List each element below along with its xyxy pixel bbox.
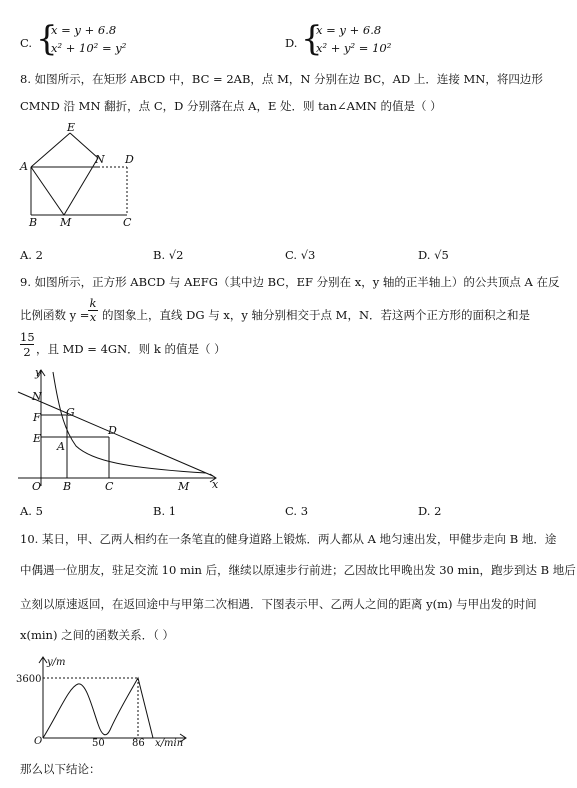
q10-label-86: 86 <box>132 738 145 748</box>
q10-line4: x(min) 之间的函数关系．（ ） <box>20 628 175 642</box>
q10-label-ylabel: y/m <box>47 657 66 668</box>
q10-label-origin: O <box>34 736 43 747</box>
q10-label-xlabel: x/min <box>155 738 184 748</box>
q8-option-b: B. √2 <box>153 248 184 262</box>
q10-label-3600: 3600 <box>16 674 42 685</box>
q9-line1: 9. 如图所示，正方形 ABCD 与 AEFG（其中边 BC，EF 分别在 x，y 轴的正半轴上）的公共顶点 A 在反 <box>20 275 560 289</box>
q7-option-c-label: C. <box>20 36 33 50</box>
q10-graph <box>14 652 204 748</box>
q9-label-m: M <box>178 480 190 493</box>
q8-option-a: A. 2 <box>20 248 43 262</box>
q9-option-b: B. 1 <box>153 504 177 518</box>
q9-label-n: N <box>32 390 42 403</box>
q10-after: 那么以下结论： <box>20 762 101 776</box>
q8-option-c: C. √3 <box>285 248 316 262</box>
q7-option-d-brace: { <box>301 19 323 59</box>
q9-label-g: G <box>66 406 75 419</box>
q8-label-n: N <box>95 153 105 166</box>
q7-option-c-brace: { <box>36 19 58 59</box>
q9-label-c: C <box>105 480 114 493</box>
q8-line1: 8. 如图所示，在矩形 ABCD 中，BC = 2AB，点 M，N 分别在边 BC，AD 上．连接 MN，将四边形 <box>20 72 543 86</box>
q8-label-a: A <box>20 160 28 173</box>
q9-option-a: A. 5 <box>20 504 43 518</box>
q7-option-d-eq2: x² + y² = 10² <box>316 41 392 55</box>
q8-label-m: M <box>60 216 72 229</box>
q9-label-d: D <box>108 424 117 437</box>
q9-label-b: B <box>63 480 72 493</box>
q9-label-a: A <box>57 440 65 453</box>
q8-label-e: E <box>67 121 76 134</box>
q7-option-c-eq1: x = y + 6.8 <box>51 23 117 37</box>
q9-label-e: E <box>33 432 42 445</box>
q8-option-d: D. √5 <box>418 248 449 262</box>
q9-figure <box>16 366 224 496</box>
q7-option-d-label: D. <box>285 36 298 50</box>
q9-frac-den: x <box>89 310 97 324</box>
q9-option-c: C. 3 <box>285 504 309 518</box>
q9-fraction-k-over-x <box>88 297 98 324</box>
q10-label-50: 50 <box>92 738 105 748</box>
q9-frac2-num: 15 <box>20 330 35 344</box>
q9-line2-end: 的图象上，直线 DG 与 x，y 轴分别相交于点 M，N．若这两个正方形的面积之和是 <box>102 308 531 322</box>
q9-label-o: O <box>32 480 42 493</box>
q8-label-d: D <box>125 153 134 166</box>
q9-line2-start: 比例函数 y = <box>20 308 90 322</box>
q7-option-d-eq1: x = y + 6.8 <box>316 23 382 37</box>
q8-line2: CMND 沿 MN 翻折，点 C，D 分别落在点 A，E 处．则 tan∠AMN 的值是（ ） <box>20 99 442 113</box>
q10-line3: 立刻以原速返回，在返回途中与甲第二次相遇．下图表示甲、乙两人之间的距离 y(m) 与甲出发的时间 <box>20 597 537 611</box>
q9-frac2-den: 2 <box>23 345 31 359</box>
q10-line1: 10. 某日，甲、乙两人相约在一条笔直的健身道路上锻炼．两人都从 A 地匀速出发，甲健步走向 B 地．途 <box>20 532 557 546</box>
q9-option-d: D. 2 <box>418 504 442 518</box>
q7-option-c-eq2: x² + 10² = y² <box>51 41 127 55</box>
q8-label-c: C <box>123 216 132 229</box>
q8-label-b: B <box>29 216 38 229</box>
q9-line3-text: ，且 MD = 4GN．则 k 的值是（ ） <box>36 342 226 356</box>
q9-label-x: x <box>212 478 219 491</box>
q8-figure <box>14 120 144 230</box>
q9-label-y: y <box>35 366 42 379</box>
q9-fraction-15-over-2 <box>20 330 34 359</box>
q9-label-f: F <box>33 411 41 424</box>
q9-frac-num: k <box>89 296 97 310</box>
q10-line2: 中偶遇一位朋友，驻足交流 10 min 后，继续以原速步行前进；乙因故比甲晚出发 30 min，跑步到达 B 地后 <box>20 563 576 577</box>
